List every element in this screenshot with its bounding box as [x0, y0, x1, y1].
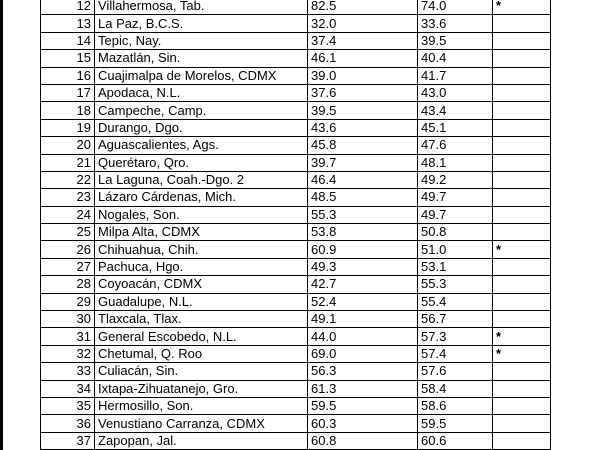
row-number-cell: 33 — [41, 363, 95, 380]
value-1-cell: 49.1 — [308, 311, 418, 328]
city-name-cell: Chetumal, Q. Roo — [95, 345, 308, 362]
row-number-cell: 28 — [41, 276, 95, 293]
value-1-cell: 46.1 — [308, 50, 418, 67]
value-2-cell: 57.6 — [418, 363, 493, 380]
city-name-cell: Milpa Alta, CDMX — [95, 224, 308, 241]
asterisk-mark-cell — [493, 276, 551, 293]
city-name-cell: La Paz, B.C.S. — [95, 15, 308, 32]
row-number-cell: 19 — [41, 119, 95, 136]
row-number-cell: 31 — [41, 328, 95, 345]
value-1-cell: 46.4 — [308, 171, 418, 188]
value-2-cell: 74.0 — [418, 0, 493, 15]
city-name-cell: Culiacán, Sin. — [95, 363, 308, 380]
value-1-cell: 39.0 — [308, 67, 418, 84]
city-name-cell: La Laguna, Coah.-Dgo. 2 — [95, 171, 308, 188]
row-number-cell: 18 — [41, 102, 95, 119]
table-row — [41, 32, 551, 49]
value-1-cell: 69.0 — [308, 345, 418, 362]
table-body — [41, 0, 551, 450]
asterisk-mark-cell — [493, 102, 551, 119]
city-name-cell: Coyoacán, CDMX — [95, 276, 308, 293]
value-1-cell: 59.5 — [308, 397, 418, 414]
table-row — [41, 0, 551, 15]
city-name-cell: Guadalupe, N.L. — [95, 293, 308, 310]
value-2-cell: 55.4 — [418, 293, 493, 310]
value-2-cell: 57.4 — [418, 345, 493, 362]
row-number-cell: 15 — [41, 50, 95, 67]
row-number-cell: 36 — [41, 415, 95, 432]
asterisk-mark-cell — [493, 206, 551, 223]
value-2-cell: 33.6 — [418, 15, 493, 32]
table-row — [41, 50, 551, 67]
city-name-cell: Mazatlán, Sin. — [95, 50, 308, 67]
asterisk-mark-cell: * — [493, 241, 551, 258]
value-1-cell: 60.8 — [308, 432, 418, 449]
row-number-cell: 13 — [41, 15, 95, 32]
table-row — [41, 380, 551, 397]
asterisk-mark-cell — [493, 67, 551, 84]
row-number-cell: 17 — [41, 84, 95, 101]
value-2-cell: 53.1 — [418, 258, 493, 275]
asterisk-mark-cell: * — [493, 345, 551, 362]
row-number-cell: 24 — [41, 206, 95, 223]
value-2-cell: 43.0 — [418, 84, 493, 101]
table-row — [41, 363, 551, 380]
value-1-cell: 39.7 — [308, 154, 418, 171]
table-row — [41, 241, 551, 258]
asterisk-mark-cell — [493, 84, 551, 101]
value-2-cell: 40.4 — [418, 50, 493, 67]
city-name-cell: Tepic, Nay. — [95, 32, 308, 49]
row-number-cell: 27 — [41, 258, 95, 275]
value-1-cell: 49.3 — [308, 258, 418, 275]
value-1-cell: 56.3 — [308, 363, 418, 380]
row-number-cell: 21 — [41, 154, 95, 171]
asterisk-mark-cell — [493, 171, 551, 188]
value-1-cell: 32.0 — [308, 15, 418, 32]
value-2-cell: 49.2 — [418, 171, 493, 188]
city-name-cell: Ixtapa-Zihuatanejo, Gro. — [95, 380, 308, 397]
table-row — [41, 328, 551, 345]
city-name-cell: Cuajimalpa de Morelos, CDMX — [95, 67, 308, 84]
asterisk-mark-cell — [493, 189, 551, 206]
table-row — [41, 311, 551, 328]
value-2-cell: 55.3 — [418, 276, 493, 293]
city-name-cell: Apodaca, N.L. — [95, 84, 308, 101]
value-1-cell: 48.5 — [308, 189, 418, 206]
value-2-cell: 47.6 — [418, 137, 493, 154]
asterisk-mark-cell — [493, 119, 551, 136]
asterisk-mark-cell — [493, 137, 551, 154]
left-border-line — [0, 0, 3, 450]
table-row — [41, 345, 551, 362]
value-1-cell: 52.4 — [308, 293, 418, 310]
table-row — [41, 258, 551, 275]
value-2-cell: 57.3 — [418, 328, 493, 345]
city-name-cell: Querétaro, Qro. — [95, 154, 308, 171]
value-1-cell: 55.3 — [308, 206, 418, 223]
city-name-cell: Tlaxcala, Tlax. — [95, 311, 308, 328]
city-name-cell: Pachuca, Hgo. — [95, 258, 308, 275]
table-row — [41, 276, 551, 293]
asterisk-mark-cell — [493, 432, 551, 449]
value-1-cell: 61.3 — [308, 380, 418, 397]
asterisk-mark-cell — [493, 380, 551, 397]
table-row — [41, 224, 551, 241]
value-1-cell: 37.4 — [308, 32, 418, 49]
value-2-cell: 58.4 — [418, 380, 493, 397]
value-2-cell: 45.1 — [418, 119, 493, 136]
asterisk-mark-cell — [493, 311, 551, 328]
city-name-cell: Villahermosa, Tab. — [95, 0, 308, 15]
row-number-cell: 32 — [41, 345, 95, 362]
city-name-cell: Nogales, Son. — [95, 206, 308, 223]
value-2-cell: 49.7 — [418, 189, 493, 206]
table-row — [41, 293, 551, 310]
value-2-cell: 49.7 — [418, 206, 493, 223]
row-number-cell: 34 — [41, 380, 95, 397]
table-row — [41, 189, 551, 206]
value-1-cell: 44.0 — [308, 328, 418, 345]
asterisk-mark-cell — [493, 154, 551, 171]
table-row — [41, 84, 551, 101]
table-row — [41, 171, 551, 188]
row-number-cell: 14 — [41, 32, 95, 49]
table-row — [41, 432, 551, 449]
value-1-cell: 82.5 — [308, 0, 418, 15]
city-name-cell: Durango, Dgo. — [95, 119, 308, 136]
value-2-cell: 39.5 — [418, 32, 493, 49]
value-1-cell: 60.9 — [308, 241, 418, 258]
table-row — [41, 137, 551, 154]
asterisk-mark-cell — [493, 50, 551, 67]
value-2-cell: 43.4 — [418, 102, 493, 119]
value-2-cell: 56.7 — [418, 311, 493, 328]
value-2-cell: 41.7 — [418, 67, 493, 84]
value-1-cell: 42.7 — [308, 276, 418, 293]
city-name-cell: Venustiano Carranza, CDMX — [95, 415, 308, 432]
row-number-cell: 35 — [41, 397, 95, 414]
asterisk-mark-cell — [493, 415, 551, 432]
value-2-cell: 51.0 — [418, 241, 493, 258]
value-1-cell: 45.8 — [308, 137, 418, 154]
asterisk-mark-cell — [493, 258, 551, 275]
row-number-cell: 23 — [41, 189, 95, 206]
asterisk-mark-cell — [493, 397, 551, 414]
city-name-cell: Hermosillo, Son. — [95, 397, 308, 414]
city-name-cell: General Escobedo, N.L. — [95, 328, 308, 345]
asterisk-mark-cell — [493, 15, 551, 32]
city-name-cell: Zapopan, Jal. — [95, 432, 308, 449]
value-1-cell: 37.6 — [308, 84, 418, 101]
city-name-cell: Aguascalientes, Ags. — [95, 137, 308, 154]
table-row — [41, 102, 551, 119]
value-2-cell: 50.8 — [418, 224, 493, 241]
row-number-cell: 29 — [41, 293, 95, 310]
row-number-cell: 16 — [41, 67, 95, 84]
asterisk-mark-cell: * — [493, 0, 551, 15]
table-row — [41, 206, 551, 223]
asterisk-mark-cell — [493, 32, 551, 49]
city-name-cell: Chihuahua, Chih. — [95, 241, 308, 258]
row-number-cell: 30 — [41, 311, 95, 328]
asterisk-mark-cell — [493, 224, 551, 241]
table-row — [41, 415, 551, 432]
value-2-cell: 48.1 — [418, 154, 493, 171]
asterisk-mark-cell: * — [493, 328, 551, 345]
row-number-cell: 22 — [41, 171, 95, 188]
row-number-cell: 37 — [41, 432, 95, 449]
city-name-cell: Campeche, Camp. — [95, 102, 308, 119]
value-1-cell: 39.5 — [308, 102, 418, 119]
value-1-cell: 60.3 — [308, 415, 418, 432]
value-1-cell: 53.8 — [308, 224, 418, 241]
row-number-cell: 20 — [41, 137, 95, 154]
asterisk-mark-cell — [493, 363, 551, 380]
city-name-cell: Lázaro Cárdenas, Mich. — [95, 189, 308, 206]
row-number-cell: 25 — [41, 224, 95, 241]
table-row — [41, 15, 551, 32]
table-row — [41, 67, 551, 84]
value-2-cell: 60.6 — [418, 432, 493, 449]
value-2-cell: 59.5 — [418, 415, 493, 432]
asterisk-mark-cell — [493, 293, 551, 310]
table-row — [41, 154, 551, 171]
row-number-cell: 12 — [41, 0, 95, 15]
data-table — [40, 0, 551, 450]
row-number-cell: 26 — [41, 241, 95, 258]
table-row — [41, 397, 551, 414]
value-1-cell: 43.6 — [308, 119, 418, 136]
table-row — [41, 119, 551, 136]
value-2-cell: 58.6 — [418, 397, 493, 414]
